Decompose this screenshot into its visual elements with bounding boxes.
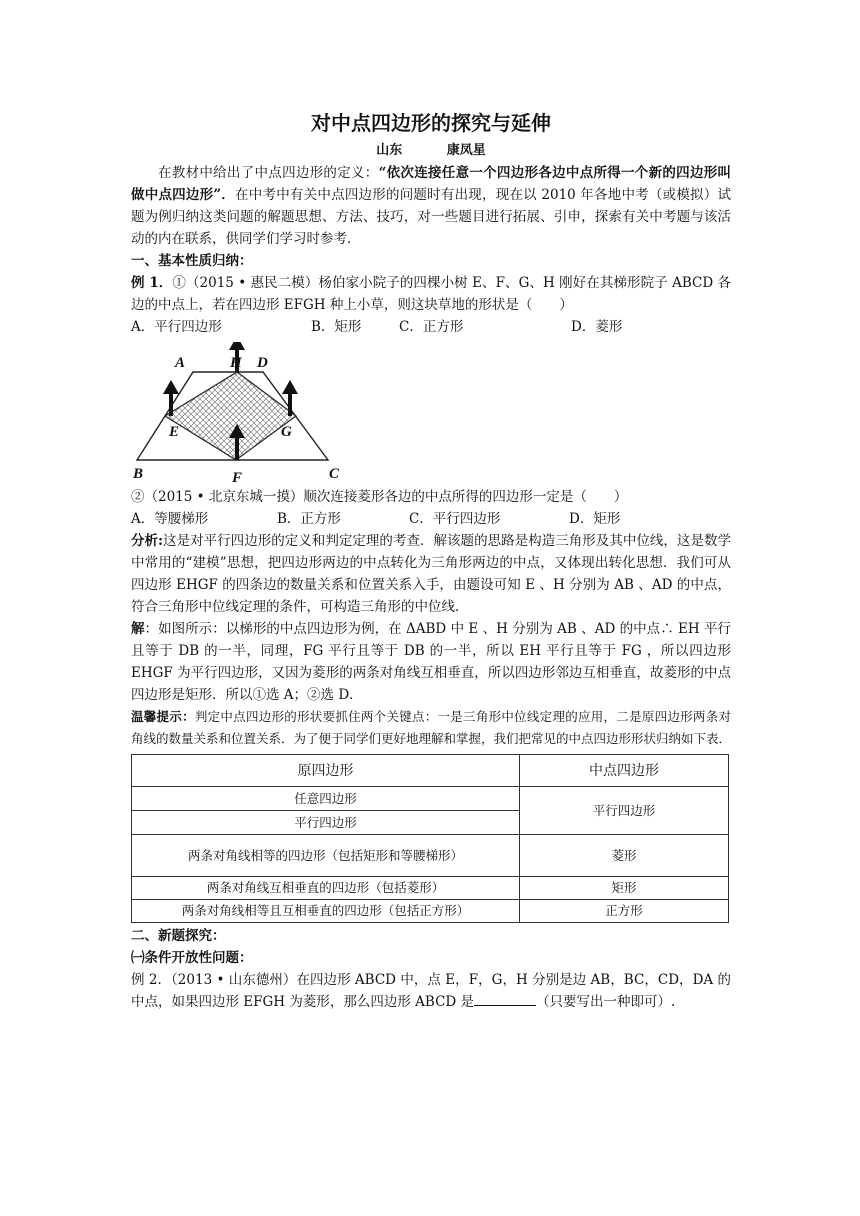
analysis-text: 这是对平行四边形的定义和判定定理的考查．解该题的思路是构造三角形及其中位线，这是数学中常用的“建模”思想，把四边形两边的中点转化为三角形两边的中点，又体现出转化思想．我们可从四边形 EHGF 的四条边的数量关系和位置关系入手，由题设可知 E 、H 分别为 AB 、AD 的中点，符合三角形中位线定理的条件，可构造三角形的中位线． — [131, 533, 731, 615]
table-row — [132, 835, 729, 877]
option-b: B．矩形 — [311, 319, 362, 335]
tip-label: 温馨提示： — [131, 709, 195, 724]
solution-label: 解 — [131, 621, 145, 637]
author-line — [131, 140, 731, 162]
intro-rest: 在中考中有关中点四边形的问题时有出现，现在以 2010 年各地中考（或模拟）试题为例归纳这类问题的解题思想、方法、技巧，对一些题目进行拓展、引申，探索有关中考题与该活动的内在联系，供同学们学习时参考． — [131, 187, 731, 247]
cell-original: 平行四边形 — [132, 811, 520, 835]
subsection-heading-1: ㈠条件开放性问题： — [131, 950, 253, 966]
cell-midpoint: 矩形 — [520, 877, 729, 900]
option-d: D．菱形 — [571, 319, 623, 335]
section-heading-2: 二、新题探究： — [131, 928, 226, 944]
document-title: 对中点四边形的探究与延伸 — [311, 111, 551, 135]
header-original: 原四边形 — [132, 755, 520, 787]
header-midpoint: 中点四边形 — [520, 755, 729, 787]
solution-paragraph — [131, 618, 731, 706]
table-row — [132, 877, 729, 900]
tree-icon-g — [282, 380, 298, 394]
tip-paragraph — [131, 706, 731, 750]
label-e: E — [169, 424, 180, 440]
label-a: A — [175, 355, 186, 371]
option2-c: C．平行四边形 — [409, 511, 501, 527]
intro-prefix: 在教材中给出了中点四边形的定义： — [158, 165, 379, 181]
cell-original: 两条对角线相等的四边形（包括矩形和等腰梯形） — [132, 835, 520, 877]
section-heading-1: 一、基本性质归纳： — [131, 253, 253, 269]
solution-text: ：如图所示：以梯形的中点四边形为例，在 ΔABD 中 E 、H 分别为 AB 、AD 的中点∴ EH 平行且等于 DB 的一半，同理，FG 平行且等于 DB 的一半，所以 EH 平行且等于 FG ，所以四边形 EHGF 为平行四边形，又因为菱形的两条对角线互相垂直，所以四边形邻边互相垂直，故菱形的中点四边形是矩形．所以①选 A；②选 D． — [131, 621, 732, 703]
example1-label: 例 1． — [131, 275, 173, 291]
label-f: F — [232, 470, 243, 484]
option2-a: A．等腰梯形 — [131, 511, 209, 527]
answer-blank[interactable] — [474, 991, 536, 1006]
intro-definition: “依次连接任意一个四边形各边中点所得一个新的四边形叫做中点四边形”． — [131, 165, 732, 203]
cell-midpoint: 菱形 — [520, 835, 729, 877]
example1-options — [131, 316, 731, 338]
label-c: C — [329, 466, 340, 482]
cell-original: 两条对角线相等且互相垂直的四边形（包括正方形） — [132, 900, 520, 923]
label-b: B — [133, 466, 144, 482]
cell-midpoint: 平行四边形 — [520, 787, 729, 835]
example1-options-2 — [131, 508, 731, 530]
label-d: D — [257, 355, 268, 371]
tip-text: 判定中点四边形的形状要抓住两个关键点：一是三角形中位线定理的应用，二是原四边形两条对角线的数量关系和位置关系．为了便于同学们更好地理解和掌握，我们把常见的中点四边形形状归纳如下表． — [131, 709, 732, 746]
option-a: A．平行四边形 — [131, 319, 222, 335]
analysis-label: 分析: — [131, 533, 164, 549]
table-header-row — [132, 755, 729, 787]
trapezoid-diagram — [131, 342, 361, 484]
document-page — [131, 108, 731, 1013]
analysis-paragraph — [131, 530, 731, 618]
example2-text: 例 2．（2013 • 山东德州）在四边形 ABCD 中，点 E，F，G，H 分别是边 AB，BC，CD，DA 的中点，如果四边形 EFGH 为菱形，那么四边形 ABCD 是 — [131, 972, 731, 1010]
example2-text-after: （只要写出一种即可）. — [536, 994, 676, 1010]
tree-icon-e — [163, 380, 179, 394]
trapezoid-figure — [131, 342, 731, 484]
table-row — [132, 787, 729, 811]
tree-icon-h — [229, 342, 245, 350]
author-name: 康凤星 — [446, 143, 486, 158]
example1-question: ①（2015 • 惠民二模）杨伯家小院子的四棵小树 E、F、G、H 刚好在其梯形院子 ABCD 各边的中点上，若在四边形 EFGH 种上小草，则这块草地的形状是（ ） — [131, 275, 732, 313]
cell-original: 两条对角线互相垂直的四边形（包括菱形） — [132, 877, 520, 900]
example2-paragraph — [131, 969, 731, 1013]
option2-b: B．正方形 — [277, 511, 341, 527]
option-c: C．正方形 — [399, 319, 464, 335]
option2-d: D．矩形 — [569, 511, 621, 527]
label-h: H — [230, 355, 242, 371]
cell-midpoint: 正方形 — [520, 900, 729, 923]
example1-part1 — [131, 272, 731, 316]
author-region: 山东 — [376, 143, 403, 158]
cell-original: 任意四边形 — [132, 787, 520, 811]
midpoint-table — [131, 754, 729, 923]
label-g: G — [281, 424, 292, 440]
example1-part2: ②（2015 • 北京东城一摸）顺次连接菱形各边的中点所得的四边形一定是（ ） — [131, 489, 628, 505]
intro-paragraph — [131, 162, 731, 250]
table-row — [132, 900, 729, 923]
